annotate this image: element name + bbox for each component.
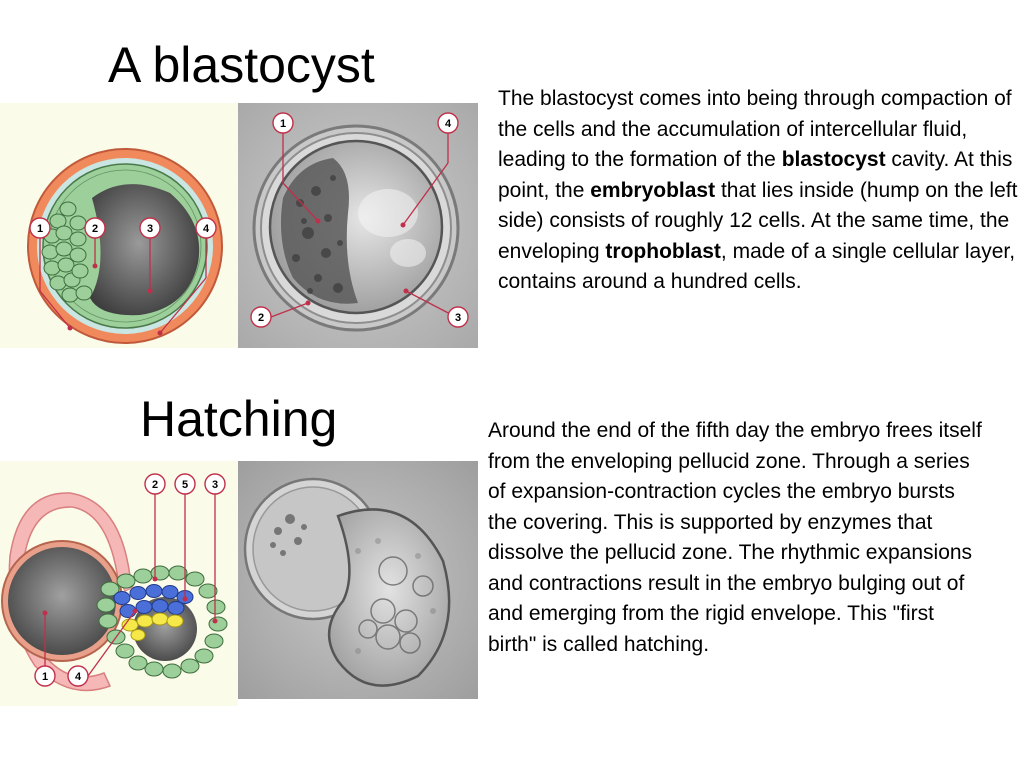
blastocyst-text-part-3: that lies inside (hump on the left side) consists of roughly 12 cells. At the same time, the enveloping [498,178,1018,263]
callout-label-2: 2 [91,223,99,235]
hatch-callout-label-4: 4 [74,671,82,683]
hatch-callout-label-2: 2 [151,479,159,491]
blastocyst-micrograph [238,103,478,348]
term-blastocyst: blastocyst [781,148,886,171]
hatching-diagram [0,461,238,706]
callout-label-3: 3 [146,223,154,235]
photo-callout-label-2: 2 [257,312,265,324]
blastocyst-description [498,84,1018,298]
photo-callout-label-4: 4 [444,118,452,130]
hatching-title: Hatching [140,391,338,447]
photo-callout-label-3: 3 [454,312,462,324]
callout-label-1: 1 [36,223,44,235]
blastocyst-diagram [0,103,238,348]
term-embryoblast: embryoblast [590,178,716,202]
photo-callout-label-1: 1 [279,118,287,130]
hatching-description: Around the end of the fifth day the embryo frees itself from the enveloping pellucid zone. Through a series of expansion-contraction cycles the embryo bursts the covering. This is supported by enzymes that dissolve the pellucid zone. The rhythmic expansions and contractions result in the embryo bulging out of and emerging from the rigid envelope. This "first birth" is called hatching. [488,419,982,656]
blastocyst-text-part-1: The blastocyst comes into being through compaction of the cells and the accumulation of intercellular fluid, leading to the formation of the [498,87,1012,171]
hatch-callout-label-1: 1 [41,671,49,683]
blastocyst-text-part-2: cavity. At this point, the [498,148,1013,202]
hatch-callout-label-5: 5 [181,479,189,491]
term-trophoblast: trophoblast [605,239,721,263]
hatch-callout-label-3: 3 [211,479,219,491]
hatching-micrograph [238,461,478,699]
callout-label-4: 4 [202,223,210,235]
blastocyst-title: A blastocyst [108,37,375,93]
blastocyst-text-part-4: , made of a single cellular layer, contains around a hundred cells. [498,239,1016,293]
